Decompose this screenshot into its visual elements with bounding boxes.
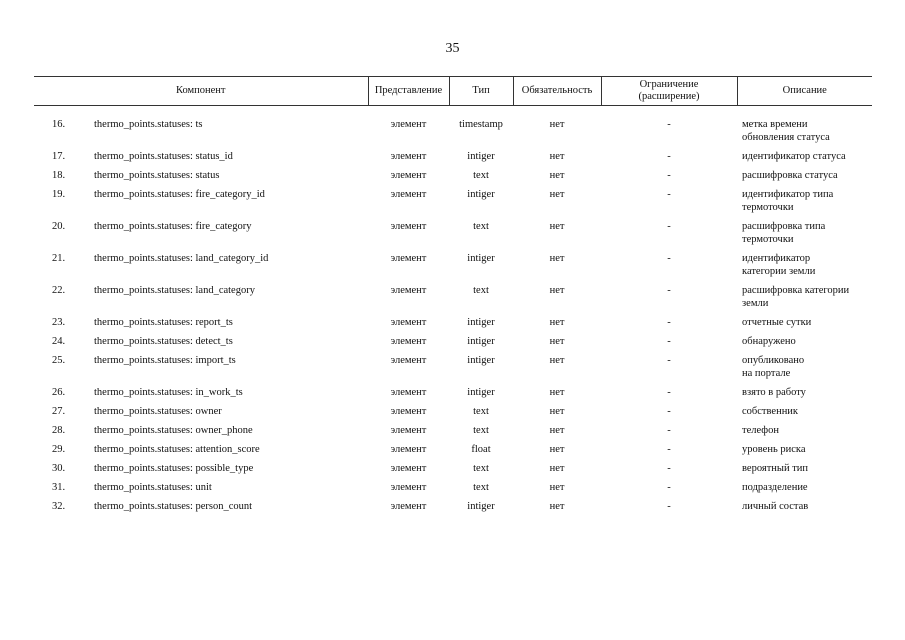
limitation-cell: - (667, 425, 671, 436)
component-name: thermo_points.statuses: land_category_id (94, 253, 269, 264)
description-cell: расшифровка статуса (742, 170, 838, 181)
required-cell: нет (549, 406, 565, 417)
limitation-cell: - (667, 355, 671, 366)
required-cell: нет (549, 221, 565, 232)
header-representation: Представление (368, 77, 449, 106)
type-cell: text (473, 463, 489, 474)
required-cell: нет (549, 336, 565, 347)
table-row (34, 332, 872, 351)
table-row (34, 185, 872, 217)
required-cell: нет (549, 317, 565, 328)
limitation-cell: - (667, 482, 671, 493)
representation-cell: элемент (390, 482, 427, 493)
description-cell: личный состав (742, 501, 809, 512)
type-cell: intiger (467, 189, 495, 200)
representation-cell: элемент (390, 501, 427, 512)
limitation-cell: - (667, 387, 671, 398)
component-name: thermo_points.statuses: ts (94, 119, 203, 130)
required-cell: нет (549, 463, 565, 474)
limitation-cell: - (667, 463, 671, 474)
description-cell: уровень риска (742, 444, 806, 455)
component-name: thermo_points.statuses: status_id (94, 151, 233, 162)
representation-cell: элемент (390, 463, 427, 474)
type-cell: intiger (467, 355, 495, 366)
component-name: thermo_points.statuses: person_count (94, 501, 253, 512)
component-name: thermo_points.statuses: unit (94, 482, 212, 493)
type-cell: intiger (467, 317, 495, 328)
type-cell: intiger (467, 336, 495, 347)
representation-cell: элемент (390, 355, 427, 366)
table-row (34, 115, 872, 147)
table-header-row (34, 77, 872, 106)
description-cell: отчетные сутки (742, 317, 812, 328)
component-name: thermo_points.statuses: detect_ts (94, 336, 233, 347)
row-number: 17. (52, 151, 66, 162)
row-number: 19. (52, 189, 66, 200)
required-cell: нет (549, 285, 565, 296)
description-cell: расшифровка типа термоточки (742, 221, 826, 245)
type-cell: text (473, 406, 489, 417)
row-number: 21. (52, 253, 66, 264)
table-row (34, 497, 872, 516)
row-number: 22. (52, 285, 66, 296)
table-row (34, 166, 872, 185)
table-row (34, 383, 872, 402)
required-cell: нет (549, 119, 565, 130)
component-name: thermo_points.statuses: fire_category_id (94, 189, 265, 200)
type-cell: text (473, 425, 489, 436)
component-name: thermo_points.statuses: report_ts (94, 317, 233, 328)
limitation-cell: - (667, 189, 671, 200)
representation-cell: элемент (390, 425, 427, 436)
limitation-cell: - (667, 285, 671, 296)
table-spacer (34, 106, 872, 116)
type-cell: text (473, 482, 489, 493)
required-cell: нет (549, 253, 565, 264)
limitation-cell: - (667, 170, 671, 181)
table-row (34, 249, 872, 281)
representation-cell: элемент (390, 151, 427, 162)
component-name: thermo_points.statuses: import_ts (94, 355, 236, 366)
row-number: 20. (52, 221, 66, 232)
row-number: 25. (52, 355, 66, 366)
type-cell: intiger (467, 387, 495, 398)
row-number: 26. (52, 387, 66, 398)
limitation-cell: - (667, 406, 671, 417)
spec-table (34, 76, 872, 516)
limitation-cell: - (667, 151, 671, 162)
representation-cell: элемент (390, 317, 427, 328)
description-cell: подразделение (742, 482, 808, 493)
component-name: thermo_points.statuses: land_category (94, 285, 255, 296)
component-name: thermo_points.statuses: status (94, 170, 220, 181)
representation-cell: элемент (390, 170, 427, 181)
table-row (34, 421, 872, 440)
description-cell: телефон (742, 425, 779, 436)
description-cell: идентификатор категории земли (742, 253, 816, 277)
header-limitation: Ограничение (расширение) (601, 77, 737, 106)
table-row (34, 440, 872, 459)
row-number: 16. (52, 119, 66, 130)
type-cell: text (473, 170, 489, 181)
limitation-cell: - (667, 221, 671, 232)
table-body (34, 106, 872, 517)
component-name: thermo_points.statuses: fire_category (94, 221, 252, 232)
component-name: thermo_points.statuses: owner_phone (94, 425, 253, 436)
limitation-cell: - (667, 444, 671, 455)
type-cell: intiger (467, 501, 495, 512)
header-description: Описание (737, 77, 872, 106)
representation-cell: элемент (390, 221, 427, 232)
row-number: 29. (52, 444, 66, 455)
limitation-cell: - (667, 501, 671, 512)
table-row (34, 478, 872, 497)
type-cell: intiger (467, 253, 495, 264)
table-row (34, 402, 872, 421)
description-cell: вероятный тип (742, 463, 809, 474)
component-name: thermo_points.statuses: owner (94, 406, 222, 417)
description-cell: взято в работу (742, 387, 806, 398)
description-cell: расшифровка категории земли (742, 285, 850, 309)
description-cell: обнаружено (742, 336, 796, 347)
table-row (34, 217, 872, 249)
row-number: 24. (52, 336, 66, 347)
table-row (34, 147, 872, 166)
type-cell: float (471, 444, 491, 455)
table-row (34, 281, 872, 313)
row-number: 32. (52, 501, 66, 512)
description-cell: идентификатор типа термоточки (742, 189, 834, 213)
required-cell: нет (549, 151, 565, 162)
limitation-cell: - (667, 119, 671, 130)
page-number: 35 (445, 41, 460, 56)
row-number: 30. (52, 463, 66, 474)
component-name: thermo_points.statuses: attention_score (94, 444, 260, 455)
row-number: 23. (52, 317, 66, 328)
limitation-cell: - (667, 253, 671, 264)
required-cell: нет (549, 444, 565, 455)
required-cell: нет (549, 170, 565, 181)
row-number: 18. (52, 170, 66, 181)
limitation-cell: - (667, 336, 671, 347)
required-cell: нет (549, 355, 565, 366)
limitation-cell: - (667, 317, 671, 328)
row-number: 28. (52, 425, 66, 436)
header-required: Обязательность (513, 77, 601, 106)
representation-cell: элемент (390, 285, 427, 296)
table-row (34, 351, 872, 383)
required-cell: нет (549, 482, 565, 493)
type-cell: intiger (467, 151, 495, 162)
required-cell: нет (549, 387, 565, 398)
row-number: 31. (52, 482, 66, 493)
table-row (34, 313, 872, 332)
component-name: thermo_points.statuses: possible_type (94, 463, 254, 474)
required-cell: нет (549, 189, 565, 200)
description-cell: собственник (742, 406, 799, 417)
representation-cell: элемент (390, 444, 427, 455)
description-cell: метка времени обновления статуса (742, 119, 830, 143)
table-row (34, 459, 872, 478)
row-number: 27. (52, 406, 66, 417)
representation-cell: элемент (390, 189, 427, 200)
description-cell: идентификатор статуса (742, 151, 846, 162)
header-type: Тип (449, 77, 513, 106)
required-cell: нет (549, 501, 565, 512)
representation-cell: элемент (390, 406, 427, 417)
type-cell: text (473, 221, 489, 232)
representation-cell: элемент (390, 253, 427, 264)
representation-cell: элемент (390, 336, 427, 347)
type-cell: text (473, 285, 489, 296)
required-cell: нет (549, 425, 565, 436)
representation-cell: элемент (390, 119, 427, 130)
type-cell: timestamp (459, 119, 503, 130)
description-cell: опубликовано на портале (742, 355, 805, 379)
header-component: Компонент (34, 77, 368, 106)
representation-cell: элемент (390, 387, 427, 398)
component-name: thermo_points.statuses: in_work_ts (94, 387, 243, 398)
